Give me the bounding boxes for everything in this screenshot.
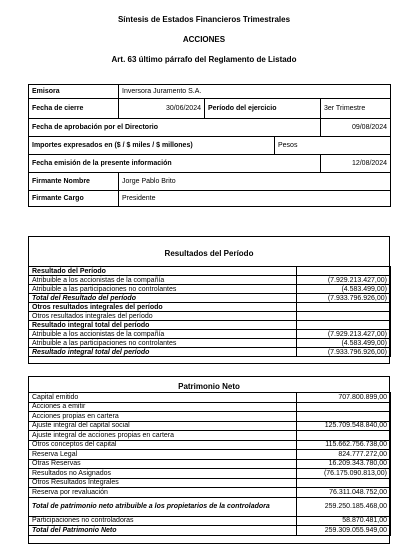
resultados-row-label: Resultado integral total del período — [29, 321, 297, 330]
patrimonio-row-label: Reserva Legal — [29, 450, 297, 460]
resultados-row-label: Atribuible a los accionistas de la compañía — [29, 330, 297, 339]
emision-label: Fecha emisión de la presente información — [29, 155, 321, 173]
regulation-reference: Art. 63 último párrafo del Reglamento de Listado — [111, 55, 297, 64]
patrimonio-row-label: Otras Reservas — [29, 459, 297, 469]
patrimonio-row-label: Reserva por revaluación — [29, 488, 297, 498]
aprobacion-value: 09/08/2024 — [321, 119, 391, 137]
resultados-row-value — [297, 312, 391, 321]
resultados-row-value: (7.933.796.926,00) — [297, 294, 391, 303]
patrimonio-row-value: 824.777.272,00 — [297, 450, 391, 460]
resultados-row — [29, 312, 391, 321]
resultados-row-value — [297, 303, 391, 312]
patrimonio-row — [29, 450, 391, 460]
patrimonio-row-value — [297, 478, 391, 488]
resultados-row — [29, 330, 391, 339]
document-title: Síntesis de Estados Financieros Trimestrales — [117, 15, 291, 24]
importes-label: Importes expresados en ($ / $ miles / $ millones) — [29, 137, 275, 155]
patrimonio-row-label: Ajuste integral del capital social — [29, 421, 297, 431]
patrimonio-row-label: Total de patrimonio neto atribuible a los propietarios de la controladora — [29, 497, 297, 516]
patrimonio-row-value — [297, 412, 391, 422]
importes-value: Pesos — [275, 137, 391, 155]
resultados-row-label: Resultado integral total del período — [29, 348, 297, 357]
resultados-row — [29, 339, 391, 348]
fecha-cierre-label: Fecha de cierre — [29, 99, 119, 119]
resultados-row-value: (4.583.499,00) — [297, 285, 391, 294]
patrimonio-row — [29, 526, 391, 536]
resultados-row — [29, 276, 391, 285]
patrimonio-row-label: Capital emitido — [29, 393, 297, 403]
resultados-row — [29, 294, 391, 303]
periodo-value: 3er Trimestre — [321, 99, 391, 119]
patrimonio-row-value: 115.662.756.738,00 — [297, 440, 391, 450]
resultados-row-value — [297, 321, 391, 330]
patrimonio-row — [29, 440, 391, 450]
patrimonio-title: Patrimonio Neto — [178, 382, 240, 391]
patrimonio-row-label: Participaciones no controladoras — [29, 516, 297, 526]
firmante-nombre-value: Jorge Pablo Brito — [119, 173, 391, 191]
info-table — [28, 84, 391, 207]
patrimonio-row — [29, 393, 391, 403]
resultados-row — [29, 321, 391, 330]
emision-value: 12/08/2024 — [321, 155, 391, 173]
resultados-row-label: Otros resultados integrales del período — [29, 303, 297, 312]
document-subtitle: ACCIONES — [182, 35, 226, 44]
resultados-row — [29, 267, 391, 276]
resultados-title: Resultados del Período — [164, 249, 254, 258]
patrimonio-row — [29, 459, 391, 469]
resultados-row — [29, 348, 391, 357]
resultados-row-label: Atribuible a los accionistas de la compañía — [29, 276, 297, 285]
patrimonio-row — [29, 497, 391, 516]
firmante-cargo-label: Firmante Cargo — [29, 191, 119, 207]
resultados-row-value: (7.929.213.427,00) — [297, 330, 391, 339]
patrimonio-table — [28, 392, 391, 536]
resultados-row-label: Atribuible a las participaciones no controlantes — [29, 339, 297, 348]
patrimonio-row-label: Acciones propias en cartera — [29, 412, 297, 422]
patrimonio-row-value: 58.870.481,00 — [297, 516, 391, 526]
emisora-label: Emisora — [29, 85, 119, 99]
patrimonio-row-value: 125.709.548.840,00 — [297, 421, 391, 431]
aprobacion-label: Fecha de aprobación por el Directorio — [29, 119, 321, 137]
patrimonio-row — [29, 488, 391, 498]
patrimonio-row-value: 76.311.048.752,00 — [297, 488, 391, 498]
patrimonio-row-value: 259.309.055.949,00 — [297, 526, 391, 536]
patrimonio-row-value — [297, 431, 391, 441]
firmante-nombre-label: Firmante Nombre — [29, 173, 119, 191]
patrimonio-row-value: 259.250.185.468,00 — [297, 497, 391, 516]
resultados-row-value: (7.929.213.427,00) — [297, 276, 391, 285]
resultados-row-value — [297, 267, 391, 276]
patrimonio-row — [29, 421, 391, 431]
patrimonio-row-label: Resultados no Asignados — [29, 469, 297, 479]
patrimonio-row — [29, 469, 391, 479]
resultados-row-label: Total del Resultado del período — [29, 294, 297, 303]
patrimonio-row-label: Total del Patrimonio Neto — [29, 526, 297, 536]
patrimonio-row — [29, 431, 391, 441]
patrimonio-row-label: Ajuste integral de acciones propias en cartera — [29, 431, 297, 441]
resultados-row-value: (7.933.796.926,00) — [297, 348, 391, 357]
fecha-cierre-value: 30/06/2024 — [119, 99, 205, 119]
periodo-label: Período del ejercicio — [205, 99, 321, 119]
patrimonio-row-value: 16.209.343.780,00 — [297, 459, 391, 469]
patrimonio-row — [29, 516, 391, 526]
resultados-row — [29, 285, 391, 294]
resultados-row-value: (4.583.499,00) — [297, 339, 391, 348]
patrimonio-row-value — [297, 402, 391, 412]
patrimonio-row-value: (76.175.090.813,00) — [297, 469, 391, 479]
resultados-row-label: Atribuible a las participaciones no controlantes — [29, 285, 297, 294]
patrimonio-row-label: Otros conceptos del capital — [29, 440, 297, 450]
firmante-cargo-value: Presidente — [119, 191, 391, 207]
patrimonio-row-label: Otros Resultados Integrales — [29, 478, 297, 488]
patrimonio-row-label: Acciones a emitir — [29, 402, 297, 412]
patrimonio-row — [29, 402, 391, 412]
emisora-value: Inversora Juramento S.A. — [119, 85, 391, 99]
patrimonio-row — [29, 412, 391, 422]
resultados-row — [29, 303, 391, 312]
resultados-row-label: Otros resultados integrales del período — [29, 312, 297, 321]
resultados-table — [28, 266, 391, 357]
patrimonio-row — [29, 478, 391, 488]
resultados-row-label: Resultado del Período — [29, 267, 297, 276]
patrimonio-row-value: 707.800.899,00 — [297, 393, 391, 403]
